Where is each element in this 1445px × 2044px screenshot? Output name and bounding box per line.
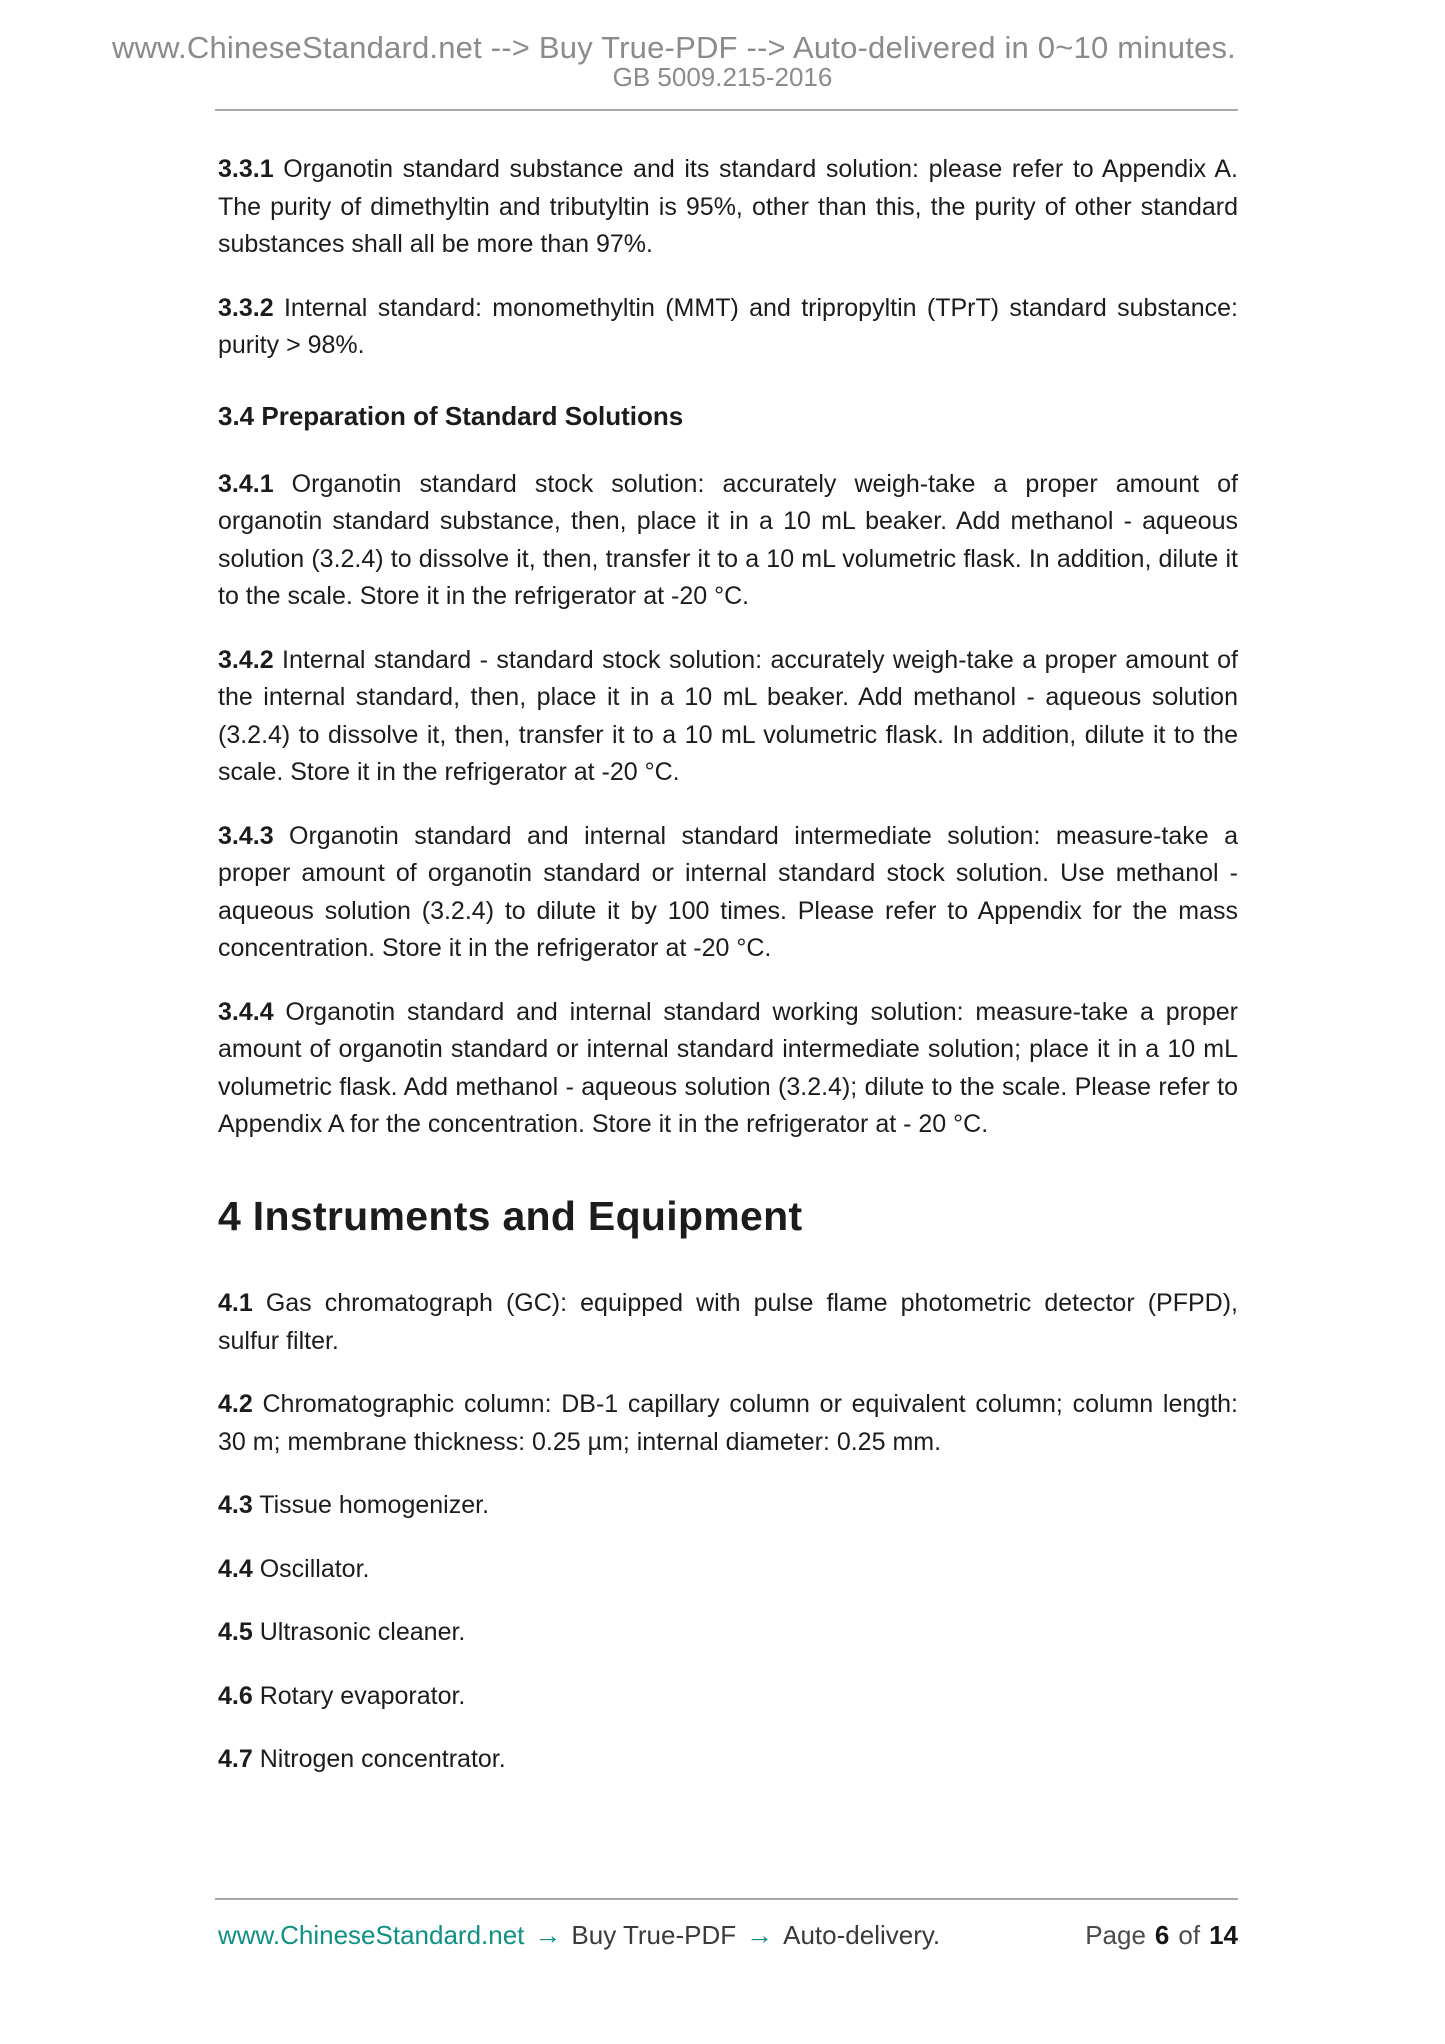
body-paragraph: 3.4.1 Organotin standard stock solution: accurately weigh-take a proper amount of organotin standard substance, then, place it in a 10 mL beaker. Add methanol - aqueous solution (3.2.4) to dissolve it, then, transfer it to a 10 mL volumetric flask. In addition, dilute it to the scale. Store it in the refrigerator at -20 °C.: [218, 469, 1238, 610]
footer-divider: [215, 1898, 1238, 1900]
arrow-right-icon: →: [534, 1920, 562, 1950]
clause-number: 3.3.2: [218, 293, 274, 322]
clause-number: 4.2: [218, 1390, 253, 1418]
body-paragraph: 4.1 Gas chromatograph (GC): equipped with pulse flame photometric detector (PFPD), sulfur filter.: [218, 1289, 1238, 1355]
body-paragraph: 3.3.2 Internal standard: monomethyltin (MMT) and tripropyltin (TPrT) standard substance: purity > 98%.: [218, 293, 1238, 359]
body-paragraph: 4.5 Ultrasonic cleaner.: [218, 1618, 466, 1646]
footer-buy-text: Buy True-PDF: [571, 1920, 737, 1950]
subsection-heading: 3.4 Preparation of Standard Solutions: [218, 400, 684, 431]
footer-row: [218, 1920, 1238, 1951]
body-paragraph: 3.3.1 Organotin standard substance and its standard solution: please refer to Appendix A. The purity of dimethyltin and tributyltin is 95%, other than this, the purity of other standard substances shall all be more than 97%.: [218, 155, 1238, 258]
page-label: Page: [1085, 1920, 1146, 1950]
page-total: 14: [1209, 1920, 1238, 1950]
document-body: [218, 151, 1238, 1779]
clause-number: 3.4.1: [218, 469, 274, 498]
clause-number: 4.1: [218, 1289, 253, 1317]
header-promo-line: www.ChineseStandard.net --> Buy True-PDF --> Auto-delivered in 0~10 minutes.: [112, 30, 1236, 65]
footer-site-link[interactable]: www.ChineseStandard.net: [218, 1920, 525, 1950]
clause-number: 3.4.4: [218, 997, 274, 1026]
body-paragraph: 3.4.4 Organotin standard and internal standard working solution: measure-take a proper amount of organotin standard or internal standard intermediate solution; place it in a 10 mL volumetric flask. Add methanol - aqueous solution (3.2.4); dilute to the scale. Please refer to Appendix A for the concentration. Store it in the refrigerator at - 20 °C.: [218, 997, 1238, 1138]
of-label: of: [1178, 1920, 1201, 1950]
body-paragraph: 3.4.3 Organotin standard and internal standard intermediate solution: measure-take a proper amount of organotin standard or internal standard stock solution. Use methanol - aqueous solution (3.2.4) to dilute it by 100 times. Please refer to Appendix for the mass concentration. Store it in the refrigerator at -20 °C.: [218, 821, 1238, 962]
body-paragraph: 4.7 Nitrogen concentrator.: [218, 1745, 506, 1773]
body-paragraph: 4.4 Oscillator.: [218, 1554, 370, 1583]
section-heading: 4 Instruments and Equipment: [218, 1192, 803, 1239]
clause-number: 3.4.3: [218, 821, 274, 850]
body-paragraph: 4.2 Chromatographic column: DB-1 capillary column or equivalent column; column length: 30 m; membrane thickness: 0.25 µm; internal diameter: 0.25 mm.: [218, 1390, 1238, 1456]
clause-number: 3.4: [218, 400, 255, 431]
body-paragraph: 4.6 Rotary evaporator.: [218, 1681, 466, 1710]
arrow-right-icon: →: [746, 1920, 774, 1950]
page-footer: [0, 1898, 1445, 1951]
page-current: 6: [1154, 1920, 1170, 1950]
clause-number: 3.3.1: [218, 155, 274, 183]
body-paragraph: 3.4.2 Internal standard - standard stock solution: accurately weigh-take a proper amount of the internal standard, then, place it in a 10 mL beaker. Add methanol - aqueous solution (3.2.4) to dissolve it, then, transfer it to a 10 mL volumetric flask. In addition, dilute it to the scale. Store it in the refrigerator at -20 °C.: [218, 645, 1238, 786]
page-header: [0, 0, 1445, 93]
clause-number: 4.4: [218, 1554, 253, 1583]
clause-number: 4.6: [218, 1681, 253, 1710]
header-divider: [215, 109, 1238, 111]
clause-number: 4.7: [218, 1745, 253, 1773]
clause-number: 4: [218, 1192, 242, 1239]
footer-promo: [218, 1920, 940, 1951]
clause-number: 4.3: [218, 1491, 253, 1519]
footer-delivery-text: Auto-delivery.: [783, 1920, 941, 1950]
page-indicator: [1085, 1920, 1238, 1951]
clause-number: 4.5: [218, 1618, 253, 1646]
body-paragraph: 4.3 Tissue homogenizer.: [218, 1491, 490, 1519]
standard-number: GB 5009.215-2016: [612, 62, 833, 92]
clause-number: 3.4.2: [218, 645, 274, 674]
